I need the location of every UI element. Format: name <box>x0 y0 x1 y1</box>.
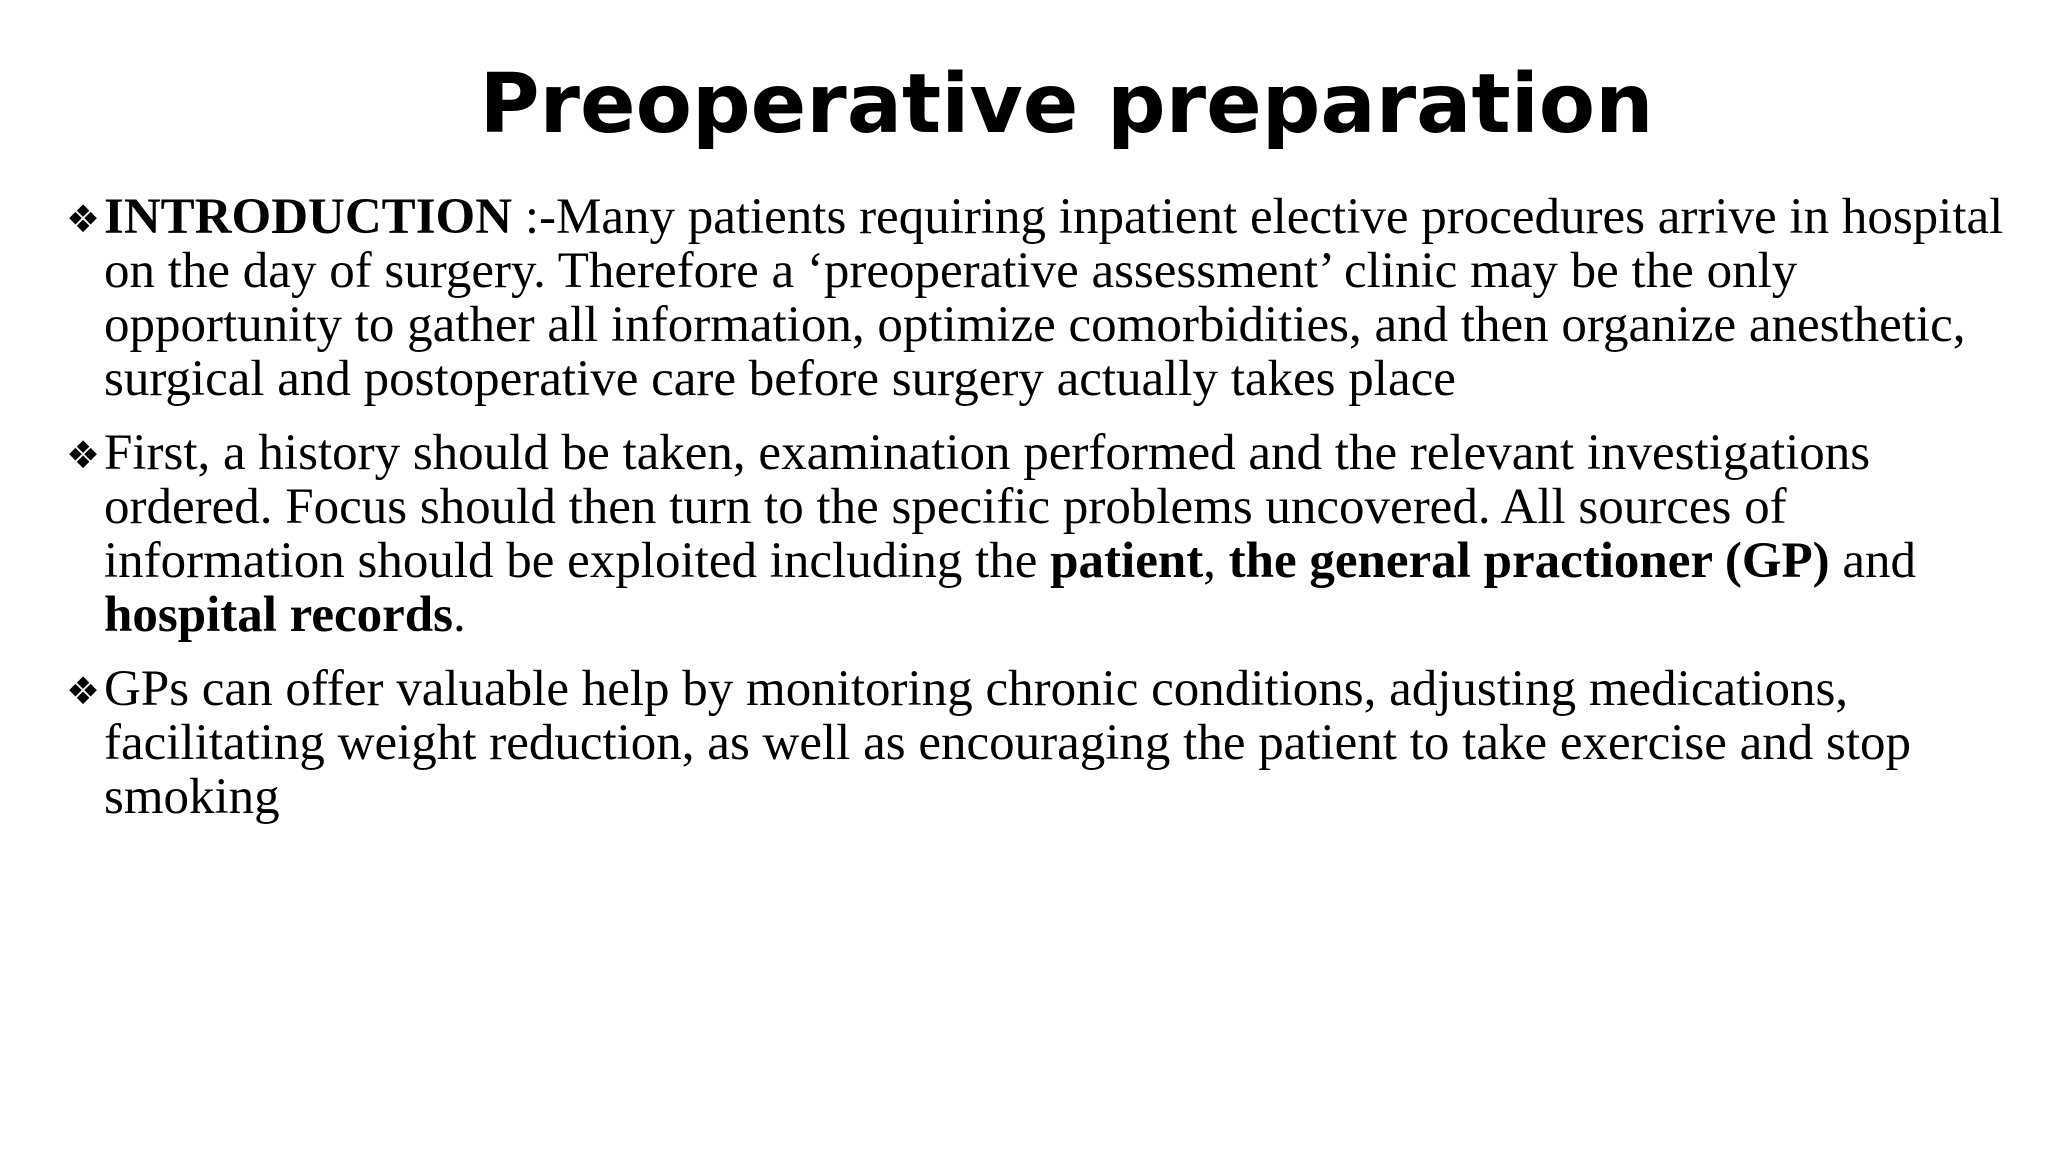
introduction-heading: INTRODUCTION <box>104 189 513 245</box>
bullet-list <box>62 190 2022 844</box>
history-text-3: and <box>1829 533 1917 589</box>
history-text-1: First, a history should be taken, examination performed and the relevant investigations ordered. Focus should then turn to the specific problems uncovered. All sources of information should be exploited including the <box>104 425 1871 589</box>
history-bold-records: hospital records <box>104 587 453 643</box>
four-diamond-star-icon: ❖ <box>66 433 101 477</box>
bullet-introduction <box>62 190 2022 406</box>
bullet-history <box>62 426 2022 642</box>
four-diamond-star-icon: ❖ <box>66 197 101 241</box>
history-bold-gp: the general practioner (GP) <box>1228 533 1830 589</box>
bullet-gps <box>62 662 2022 824</box>
history-text-2: , <box>1203 533 1229 589</box>
introduction-text: :-Many patients requiring inpatient elective procedures arrive in hospital on the day of surgery. Therefore a ‘preoperative assessment’ clinic may be the only opportunity to gather all information, optimize comorbidities, and then organize anesthetic, surgical and postoperative care before surgery actually takes place <box>104 189 2004 407</box>
gps-text: GPs can offer valuable help by monitoring chronic conditions, adjusting medications, facilitating weight reduction, as well as encouraging the patient to take exercise and stop smoking <box>104 661 1912 825</box>
four-diamond-star-icon: ❖ <box>66 669 101 713</box>
slide-title: Preoperative preparation <box>479 57 1654 152</box>
history-text-4: . <box>452 587 466 643</box>
history-bold-patient: patient <box>1050 533 1204 589</box>
